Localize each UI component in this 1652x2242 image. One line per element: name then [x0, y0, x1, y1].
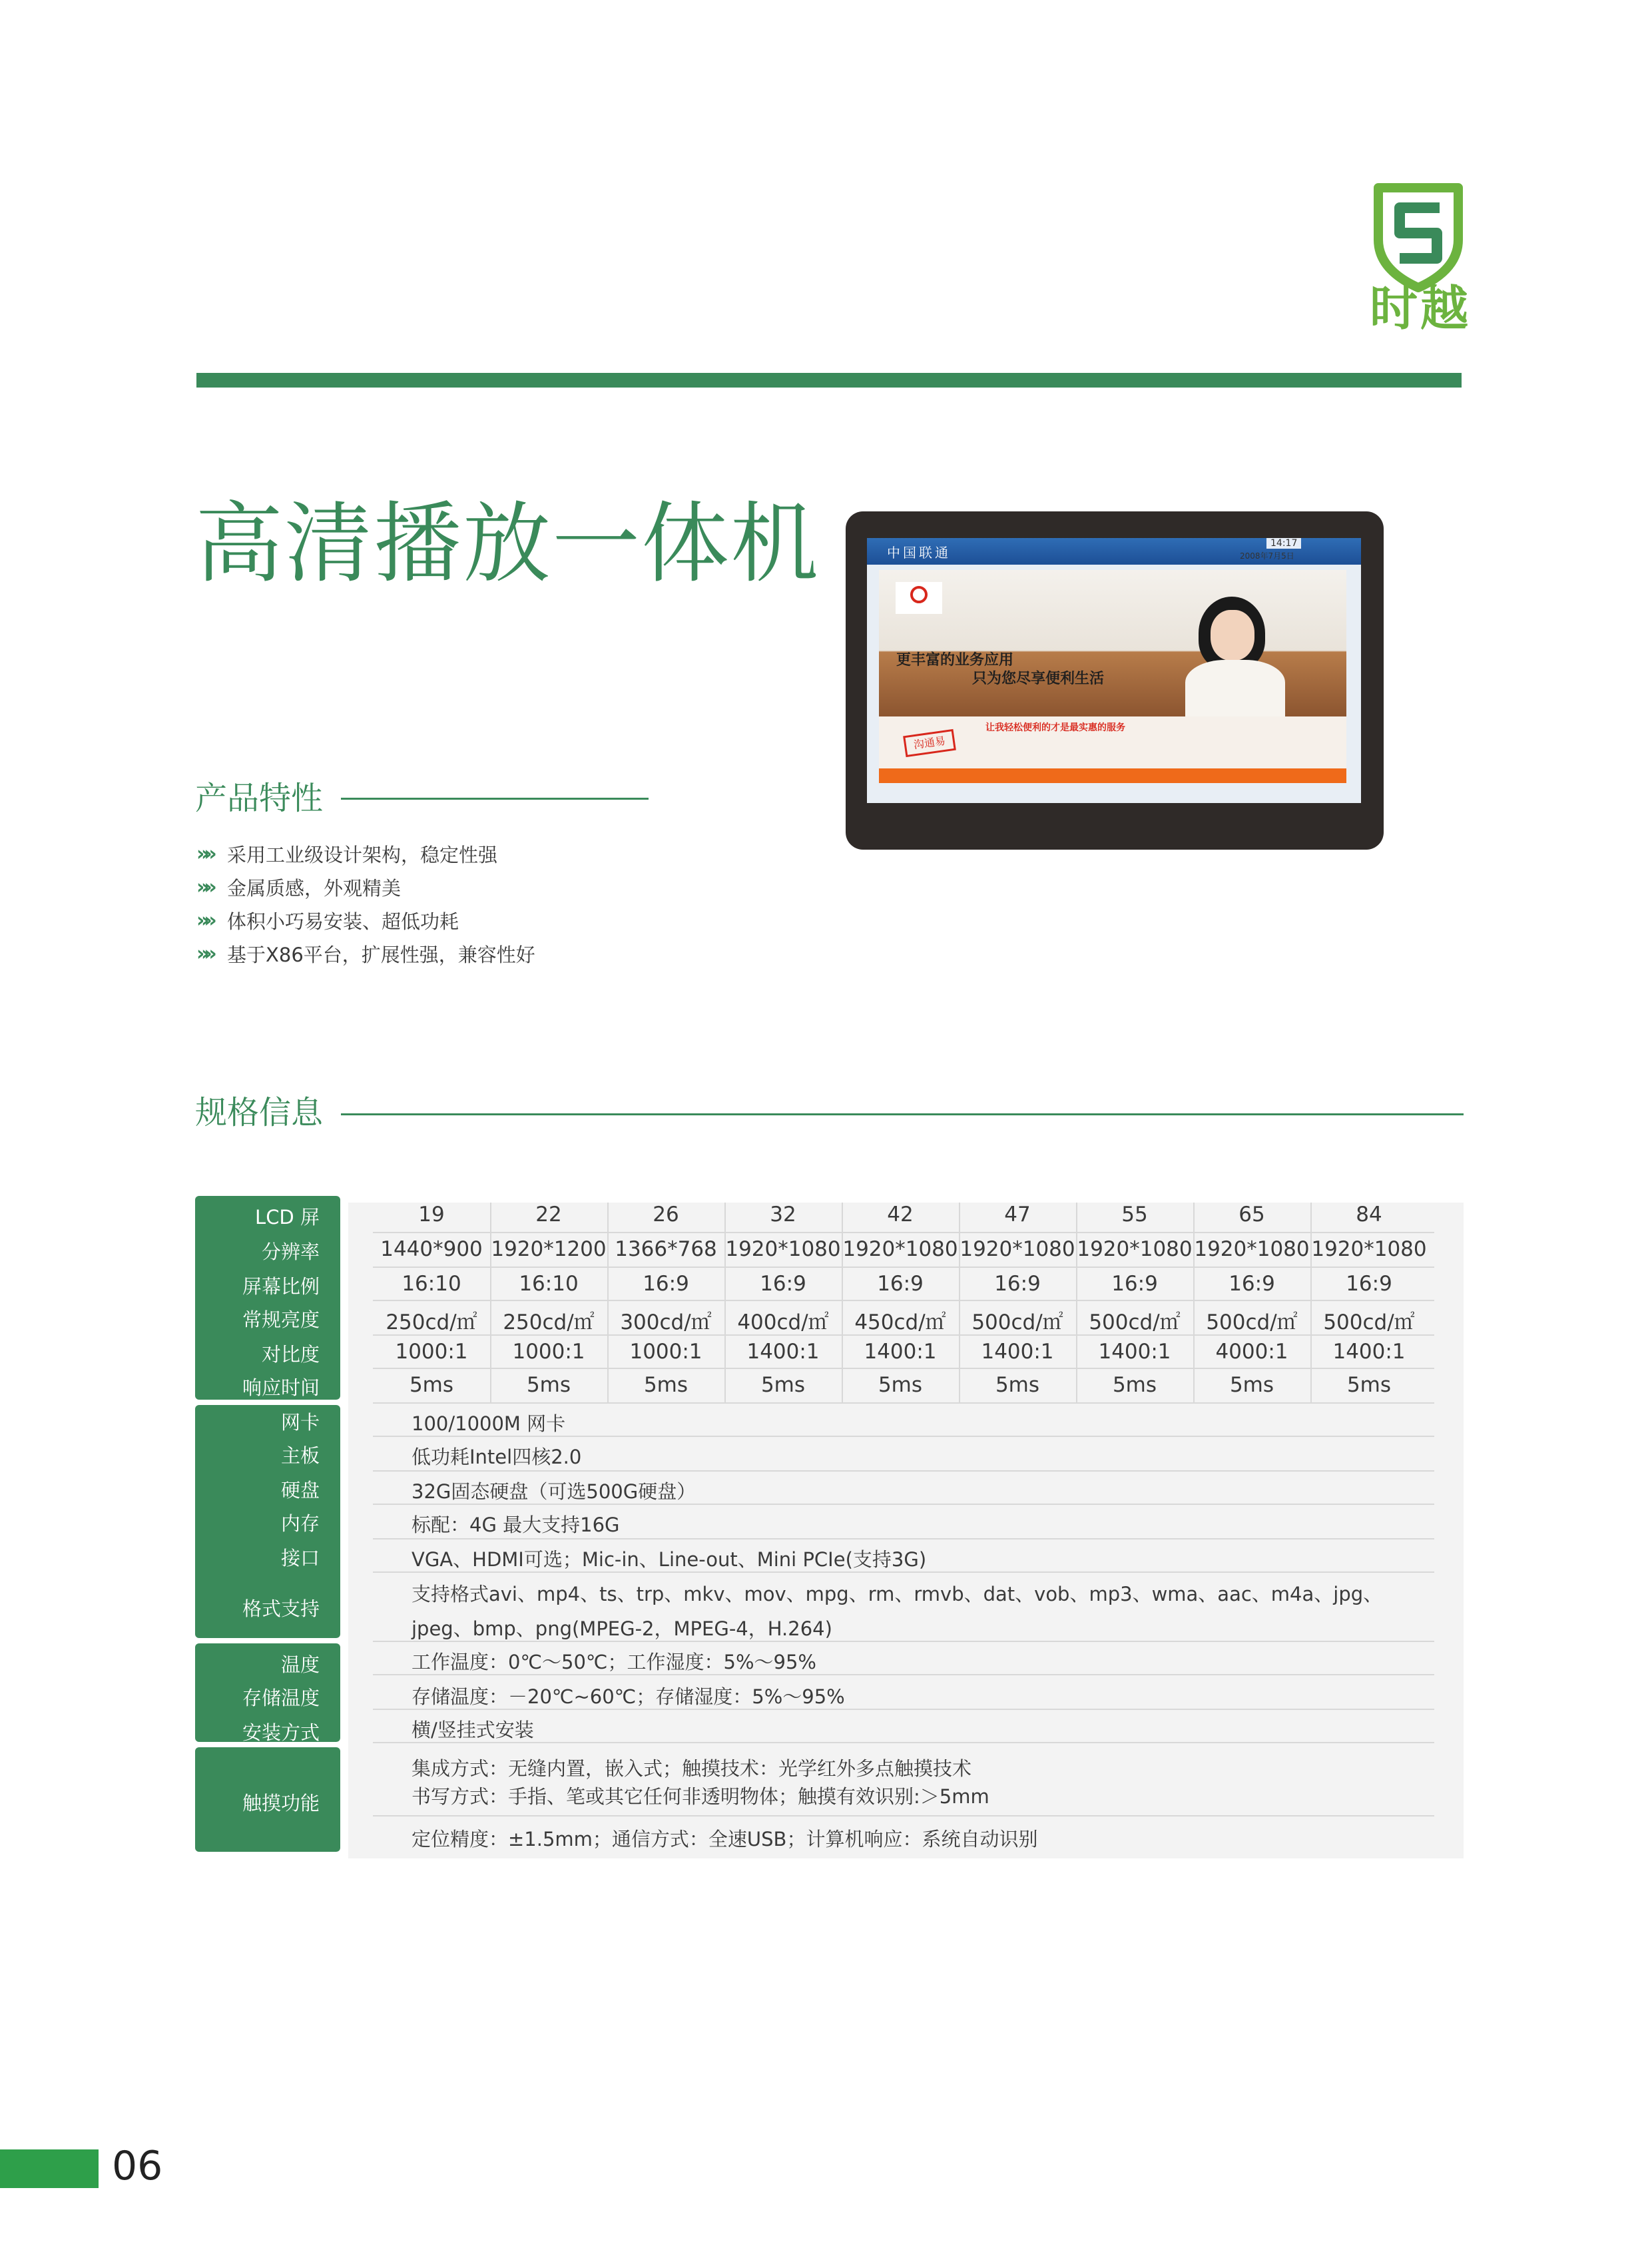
- label-memory: 内存: [280, 1512, 320, 1535]
- grid-cell-response: 5ms: [1112, 1373, 1157, 1397]
- grid-cell-resolution: 1920*1080: [960, 1237, 1075, 1261]
- spec-touch-line1: 集成方式：无缝内置，嵌入式；触摸技术：光学红外多点触摸技术: [412, 1757, 972, 1780]
- screen-clock: 14:17: [1266, 538, 1301, 549]
- screen-banner: [879, 716, 1346, 783]
- spec-storage-temp: 存储温度：－20℃~60℃；存储湿度：5%～95%: [412, 1685, 845, 1708]
- specs-heading-line: [341, 1113, 1464, 1115]
- grid-cell-resolution: 1920*1200: [491, 1237, 607, 1261]
- chevron-right-icon: »»: [196, 942, 212, 966]
- grid-cell-ratio: 16:9: [877, 1272, 924, 1296]
- grid-cell-resolution: 1920*1080: [1194, 1237, 1310, 1261]
- label-board: 主板: [280, 1444, 320, 1467]
- grid-cell-response: 5ms: [1346, 1373, 1392, 1397]
- label-ratio: 屏幕比例: [242, 1275, 320, 1298]
- grid-cell-ratio: 16:9: [1111, 1272, 1158, 1296]
- feature-item: »» 基于X86平台，扩展性强，兼容性好: [196, 942, 535, 966]
- grid-cell-contrast: 1400:1: [1332, 1340, 1406, 1364]
- feature-item: »» 体积小巧易安装、超低功耗: [196, 909, 459, 933]
- grid-cell-brightness: 400cd/㎡: [737, 1310, 829, 1334]
- label-ports: 接口: [280, 1547, 320, 1569]
- spec-touch-line3: 定位精度：±1.5mm；通信方式：全速USB；计算机响应：系统自动识别: [412, 1828, 1038, 1850]
- grid-cell-ratio: 16:9: [994, 1272, 1041, 1296]
- spec-board: 低功耗Intel四核2.0: [412, 1446, 582, 1468]
- woman-face: [1211, 610, 1254, 661]
- spec-nic: 100/1000M 网卡: [412, 1412, 566, 1435]
- grid-cell-contrast: 1400:1: [746, 1340, 820, 1364]
- spec-formats-line1: 支持格式avi、mp4、ts、trp、mkv、mov、mpg、rm、rmvb、dat、vob、mp3、wma、aac、m4a、jpg、: [412, 1583, 1383, 1605]
- grid-cell-contrast: 1400:1: [864, 1340, 937, 1364]
- grid-cell-lcd: 19: [418, 1203, 445, 1227]
- label-lcd: LCD 屏: [255, 1206, 320, 1229]
- grid-cell-response: 5ms: [409, 1373, 454, 1397]
- spec-formats-line2: jpeg、bmp、png(MPEG-2，MPEG-4，H.264): [412, 1617, 832, 1640]
- spec-mounting: 横/竖挂式安装: [412, 1719, 534, 1741]
- grid-cell-brightness: 250cd/㎡: [503, 1310, 595, 1334]
- spec-touch-line2: 书写方式：手指、笔或其它任何非透明物体；触摸有效识别:＞5mm: [412, 1785, 989, 1808]
- label-contrast: 对比度: [261, 1343, 320, 1366]
- label-temperature: 温度: [280, 1653, 320, 1676]
- woman-body: [1185, 660, 1285, 716]
- features-heading-line: [341, 798, 649, 800]
- grid-cell-lcd: 42: [887, 1203, 914, 1227]
- page-tab: [0, 2149, 99, 2188]
- grid-cell-resolution: 1920*1080: [725, 1237, 841, 1261]
- chevron-right-icon: »»: [196, 909, 212, 932]
- spec-temperature: 工作温度：0℃～50℃；工作湿度：5%～95%: [412, 1651, 816, 1673]
- grid-cell-lcd: 65: [1239, 1203, 1265, 1227]
- grid-cell-resolution: 1366*768: [615, 1237, 717, 1261]
- grid-cell-brightness: 500cd/㎡: [971, 1310, 1063, 1334]
- spec-memory: 标配：4G 最大支持16G: [412, 1514, 620, 1536]
- grid-cell-brightness: 500cd/㎡: [1206, 1310, 1298, 1334]
- grid-cell-response: 5ms: [526, 1373, 571, 1397]
- grid-cell-lcd: 84: [1356, 1203, 1382, 1227]
- page-title: 高清播放一体机: [195, 493, 820, 595]
- screen-headline-1: 更丰富的业务应用: [896, 652, 1014, 669]
- grid-cell-ratio: 16:9: [760, 1272, 806, 1296]
- grid-cell-ratio: 16:9: [1346, 1272, 1392, 1296]
- grid-cell-response: 5ms: [995, 1373, 1040, 1397]
- label-formats: 格式支持: [242, 1597, 320, 1620]
- chevron-right-icon: »»: [196, 876, 212, 899]
- screen-header-text: 中国联通: [887, 545, 951, 561]
- grid-cell-response: 5ms: [878, 1373, 923, 1397]
- grid-cell-brightness: 450cd/㎡: [854, 1310, 946, 1334]
- grid-cell-ratio: 16:9: [643, 1272, 689, 1296]
- grid-cell-response: 5ms: [1229, 1373, 1274, 1397]
- feature-item: »» 采用工业级设计架构，稳定性强: [196, 842, 498, 866]
- grid-cell-resolution: 1920*1080: [1077, 1237, 1193, 1261]
- feature-item: »» 金属质感，外观精美: [196, 876, 402, 900]
- grid-cell-response: 5ms: [760, 1373, 806, 1397]
- grid-cell-response: 5ms: [643, 1373, 688, 1397]
- product-screen: [867, 538, 1361, 803]
- grid-cell-contrast: 1400:1: [1098, 1340, 1171, 1364]
- label-disk: 硬盘: [280, 1479, 320, 1502]
- brand-name: 时越: [1369, 280, 1471, 336]
- grid-cell-ratio: 16:10: [519, 1272, 579, 1296]
- grid-cell-contrast: 1400:1: [981, 1340, 1054, 1364]
- spec-ports: VGA、HDMI可选；Mic-in、Line-out、Mini PCIe(支持3G): [412, 1548, 927, 1571]
- screen-date: 2008年7月5日: [1240, 551, 1294, 561]
- grid-cell-lcd: 47: [1004, 1203, 1031, 1227]
- screen-header: [867, 538, 1361, 565]
- spec-disk: 32G固态硬盘（可选500G硬盘）: [412, 1480, 696, 1503]
- specs-heading: 规格信息: [195, 1094, 324, 1131]
- grid-cell-brightness: 500cd/㎡: [1323, 1310, 1415, 1334]
- grid-cell-ratio: 16:9: [1229, 1272, 1275, 1296]
- grid-cell-resolution: 1440*900: [380, 1237, 483, 1261]
- label-nic: 网卡: [280, 1411, 320, 1434]
- china-unicom-logo-icon: [896, 582, 942, 614]
- grid-cell-resolution: 1920*1080: [1311, 1237, 1427, 1261]
- grid-cell-ratio: 16:10: [402, 1272, 461, 1296]
- screen-banner-text: 让我轻松便利的才是最实惠的服务: [985, 722, 1125, 733]
- grid-cell-brightness: 500cd/㎡: [1089, 1310, 1181, 1334]
- screen-headline-2: 只为您尽享便利生活: [972, 671, 1105, 687]
- screen-stamp: 沟通易: [903, 729, 956, 757]
- chevron-right-icon: »»: [196, 842, 212, 866]
- grid-cell-lcd: 55: [1121, 1203, 1148, 1227]
- header-bar: [196, 373, 1462, 388]
- grid-cell-contrast: 1000:1: [629, 1340, 702, 1364]
- label-resolution: 分辨率: [261, 1241, 320, 1263]
- label-storage-temp: 存储温度: [242, 1687, 320, 1709]
- grid-cell-contrast: 1000:1: [512, 1340, 585, 1364]
- grid-cell-lcd: 32: [770, 1203, 796, 1227]
- page-number: 06: [112, 2143, 163, 2189]
- label-response: 响应时间: [242, 1376, 320, 1399]
- grid-cell-brightness: 300cd/㎡: [620, 1310, 712, 1334]
- grid-cell-brightness: 250cd/㎡: [386, 1310, 477, 1334]
- grid-cell-contrast: 1000:1: [395, 1340, 468, 1364]
- label-touch: 触摸功能: [242, 1792, 320, 1815]
- grid-cell-resolution: 1920*1080: [842, 1237, 958, 1261]
- grid-cell-lcd: 22: [535, 1203, 562, 1227]
- grid-cell-contrast: 4000:1: [1215, 1340, 1288, 1364]
- screen-photo: [879, 570, 1346, 716]
- label-brightness: 常规亮度: [242, 1308, 320, 1331]
- features-heading: 产品特性: [195, 780, 324, 817]
- label-mounting: 安装方式: [242, 1721, 320, 1744]
- grid-cell-lcd: 26: [653, 1203, 679, 1227]
